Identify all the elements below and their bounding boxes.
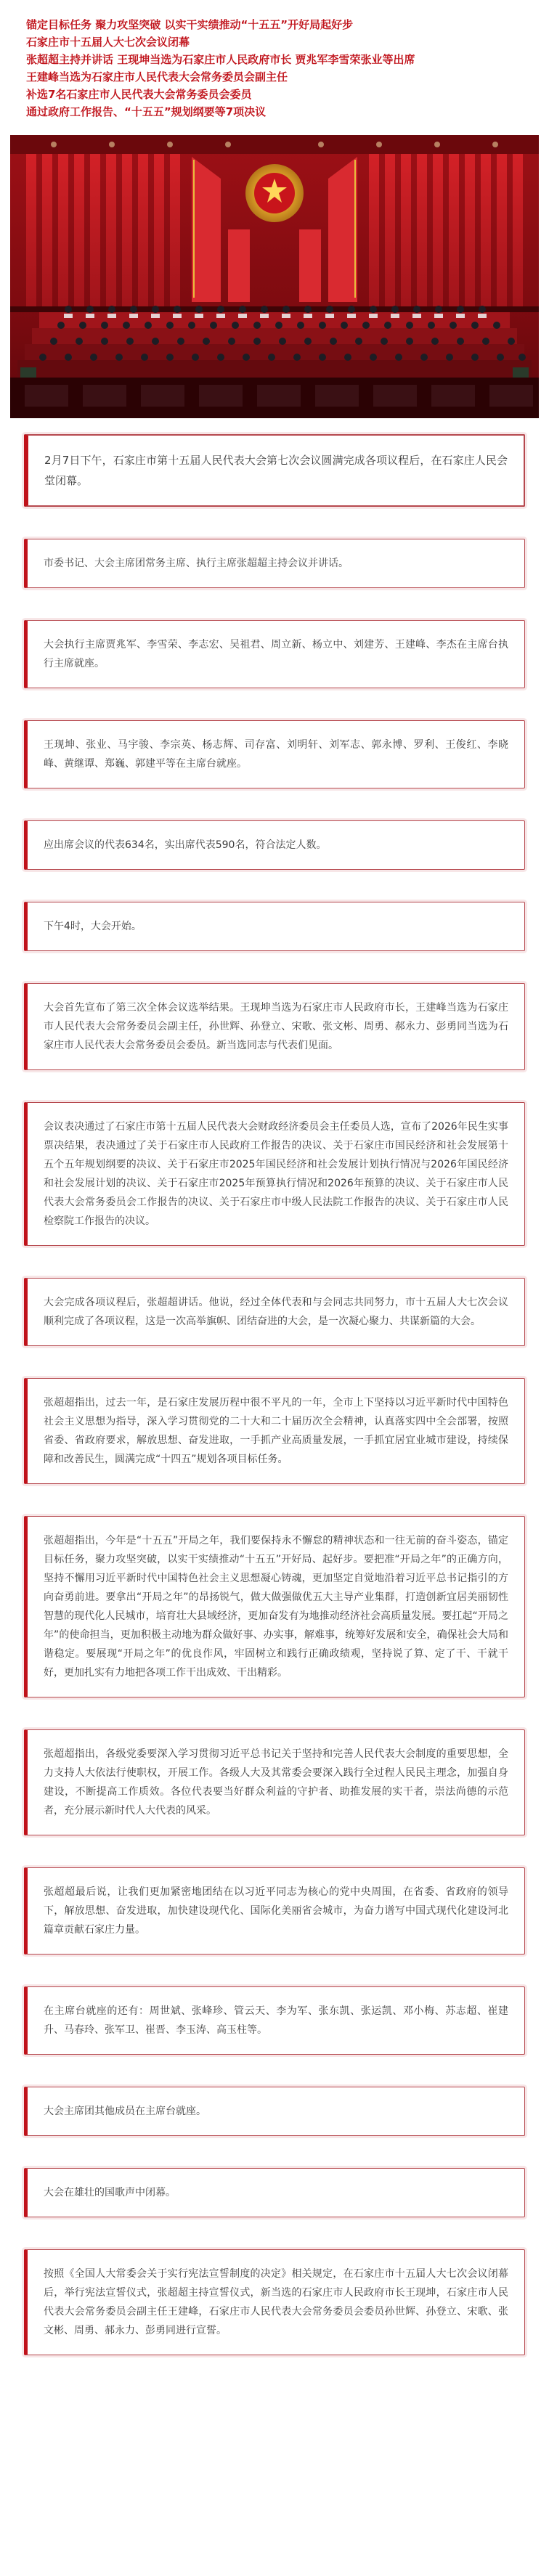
article-body xyxy=(0,418,549,2355)
paragraph-card: 张超超指出，各级党委要深入学习贯彻习近平总书记关于坚持和完善人民代表大会制度的重要思想，全力支持人大依法行使职权，开展工作。各级人大及其常委会要深入践行全过程人民民主理念，加强自身建设，不断提高工作质效。各位代表要当好群众利益的守护者、助推发展的实干者，崇法尚德的示范者，充分展示新时代人大代表的风采。 xyxy=(24,1729,525,1835)
headline-subtitle: 石家庄市十五届人大七次会议闭幕 xyxy=(26,36,190,49)
paragraph-card: 张超超指出，过去一年，是石家庄发展历程中很不平凡的一年，全市上下坚持以习近平新时代中国特色社会主义思想为指导，深入学习贯彻党的二十大和二十届历次全会精神，认真落实四中全会部署，按照省委、省政府要求，解放思想、奋发进取，一手抓产业高质量发展，一手抓宜居宜业城市建设，持续保障和改善民生，圆满完成“十四五”规划各项目标任务。 xyxy=(24,1378,525,1484)
meeting-hall-photo xyxy=(10,135,539,418)
national-emblem xyxy=(245,164,304,222)
paragraph-card: 张超超最后说，让我们更加紧密地团结在以习近平同志为核心的党中央周围，在省委、省政府的领导下，解放思想、奋发进取，加快建设现代化、国际化美丽省会城市，为奋力谱写中国式现代化建设河北篇章贡献石家庄力量。 xyxy=(24,1867,525,1955)
headline-subtitle: 通过政府工作报告、“十五五”规划纲要等7项决议 xyxy=(26,105,267,118)
paragraph-card: 按照《全国人大常委会关于实行宪法宣誓制度的决定》相关规定，在石家庄市十五届人大七次会议闭幕后，举行宪法宣誓仪式，张超超主持宣誓仪式，新当选的石家庄市人民政府市长王现坤，石家庄市人民代表大会常务委员会副主任王建峰，石家庄市人民代表大会常务委员会委员孙世辉、孙登立、宋歌、张文彬、周勇、郝永力、彭勇同进行宣誓。 xyxy=(24,2249,525,2355)
paragraph-card: 在主席台就座的还有：周世斌、张峰珍、管云天、李为军、张东凯、张运凯、邓小梅、苏志超、崔建升、马春玲、张军卫、崔晋、李玉涛、高玉柱等。 xyxy=(24,1986,525,2055)
paragraph-card: 下午4时，大会开始。 xyxy=(24,902,525,951)
paragraph-card: 2月7日下午，石家庄市第十五届人民代表大会第七次会议圆满完成各项议程后，在石家庄人民会堂闭幕。 xyxy=(24,434,525,507)
headline-title: 锚定目标任务 聚力攻坚突破 以实干实绩推动“十五五”开好局起好步 xyxy=(26,18,354,31)
headline-subtitle: 张超超主持并讲话 王现坤当选为石家庄市人民政府市长 贾兆军李雪荣张业等出席 xyxy=(26,53,415,66)
paragraph-card: 会议表决通过了石家庄市第十五届人民代表大会财政经济委员会主任委员人选，宣布了2026年民生实事票决结果，表决通过了关于石家庄市人民政府工作报告的决议、关于石家庄市国民经济和社会发展第十五个五年规划纲要的决议、关于石家庄市2025年国民经济和社会发展计划执行情况与2026年国民经济和社会发展计划的决议、关于石家庄市2025年预算执行情况和2026年预算的决议、关于石家庄市人民代表大会常务委员会工作报告的决议、关于石家庄市中级人民法院工作报告的决议、关于石家庄市人民检察院工作报告的决议。 xyxy=(24,1102,525,1246)
paragraph-card: 大会在雄壮的国歌声中闭幕。 xyxy=(24,2168,525,2217)
paragraph-card: 大会完成各项议程后，张超超讲话。他说，经过全体代表和与会同志共同努力，市十五届人大七次会议顺利完成了各项议程，这是一次高举旗帜、团结奋进的大会，是一次凝心聚力、共谋新篇的大会。 xyxy=(24,1278,525,1346)
paragraph-card: 大会主席团其他成员在主席台就座。 xyxy=(24,2087,525,2136)
headline-block xyxy=(0,0,549,129)
paragraph-card: 王现坤、张业、马宇骏、李宗英、杨志辉、司存富、刘明轩、刘军志、郭永博、罗利、王俊红、李晓峰、黄继谭、郑巍、郭建平等在主席台就座。 xyxy=(24,720,525,788)
paragraph-card: 应出席会议的代表634名，实出席代表590名，符合法定人数。 xyxy=(24,820,525,870)
paragraph-card: 张超超指出，今年是“十五五”开局之年，我们要保持永不懈怠的精神状态和一往无前的奋斗姿态，锚定目标任务，聚力攻坚突破，以实干实绩推动“十五五”开好局、起好步。要把准“开局之年”的正确方向，坚持不懈用习近平新时代中国特色社会主义思想凝心铸魂，更加坚定自觉地沿着习近平总书记指引的方向奋勇前进。要拿出“开局之年”的昂扬锐气，做大做强做优五大主导产业集群，打造创新宜居美丽韧性智慧的现代化人民城市，培育壮大县域经济，更加奋发有为地推动经济社会高质量发展。要扛起“开局之年”的使命担当，更加积极主动地为群众做好事、办实事，解难事，统筹好发展和安全，确保社会大局和谐稳定。要展现“开局之年”的优良作风，牢固树立和践行正确政绩观，坚持说了算、定了干、干就干好，更加扎实有力地把各项工作干出成效、干出精彩。 xyxy=(24,1516,525,1697)
headline-subtitle: 王建峰当选为石家庄市人民代表大会常务委员会副主任 xyxy=(26,70,288,83)
headline-subtitle: 补选7名石家庄市人民代表大会常务委员会委员 xyxy=(26,88,252,101)
paragraph-card: 市委书记、大会主席团常务主席、执行主席张超超主持会议并讲话。 xyxy=(24,539,525,588)
meeting-hall-illustration xyxy=(10,135,539,418)
paragraph-card: 大会首先宣布了第三次全体会议选举结果。王现坤当选为石家庄市人民政府市长，王建峰当选为石家庄市人民代表大会常务委员会副主任，孙世辉、孙登立、宋歌、张文彬、周勇、郝永力、彭勇同当选为石家庄市人民代表大会常务委员会委员。新当选同志与代表们见面。 xyxy=(24,983,525,1070)
paragraph-card: 大会执行主席贾兆军、李雪荣、李志宏、吴祖君、周立新、杨立中、刘建芳、王建峰、李杰在主席台执行主席就座。 xyxy=(24,620,525,688)
